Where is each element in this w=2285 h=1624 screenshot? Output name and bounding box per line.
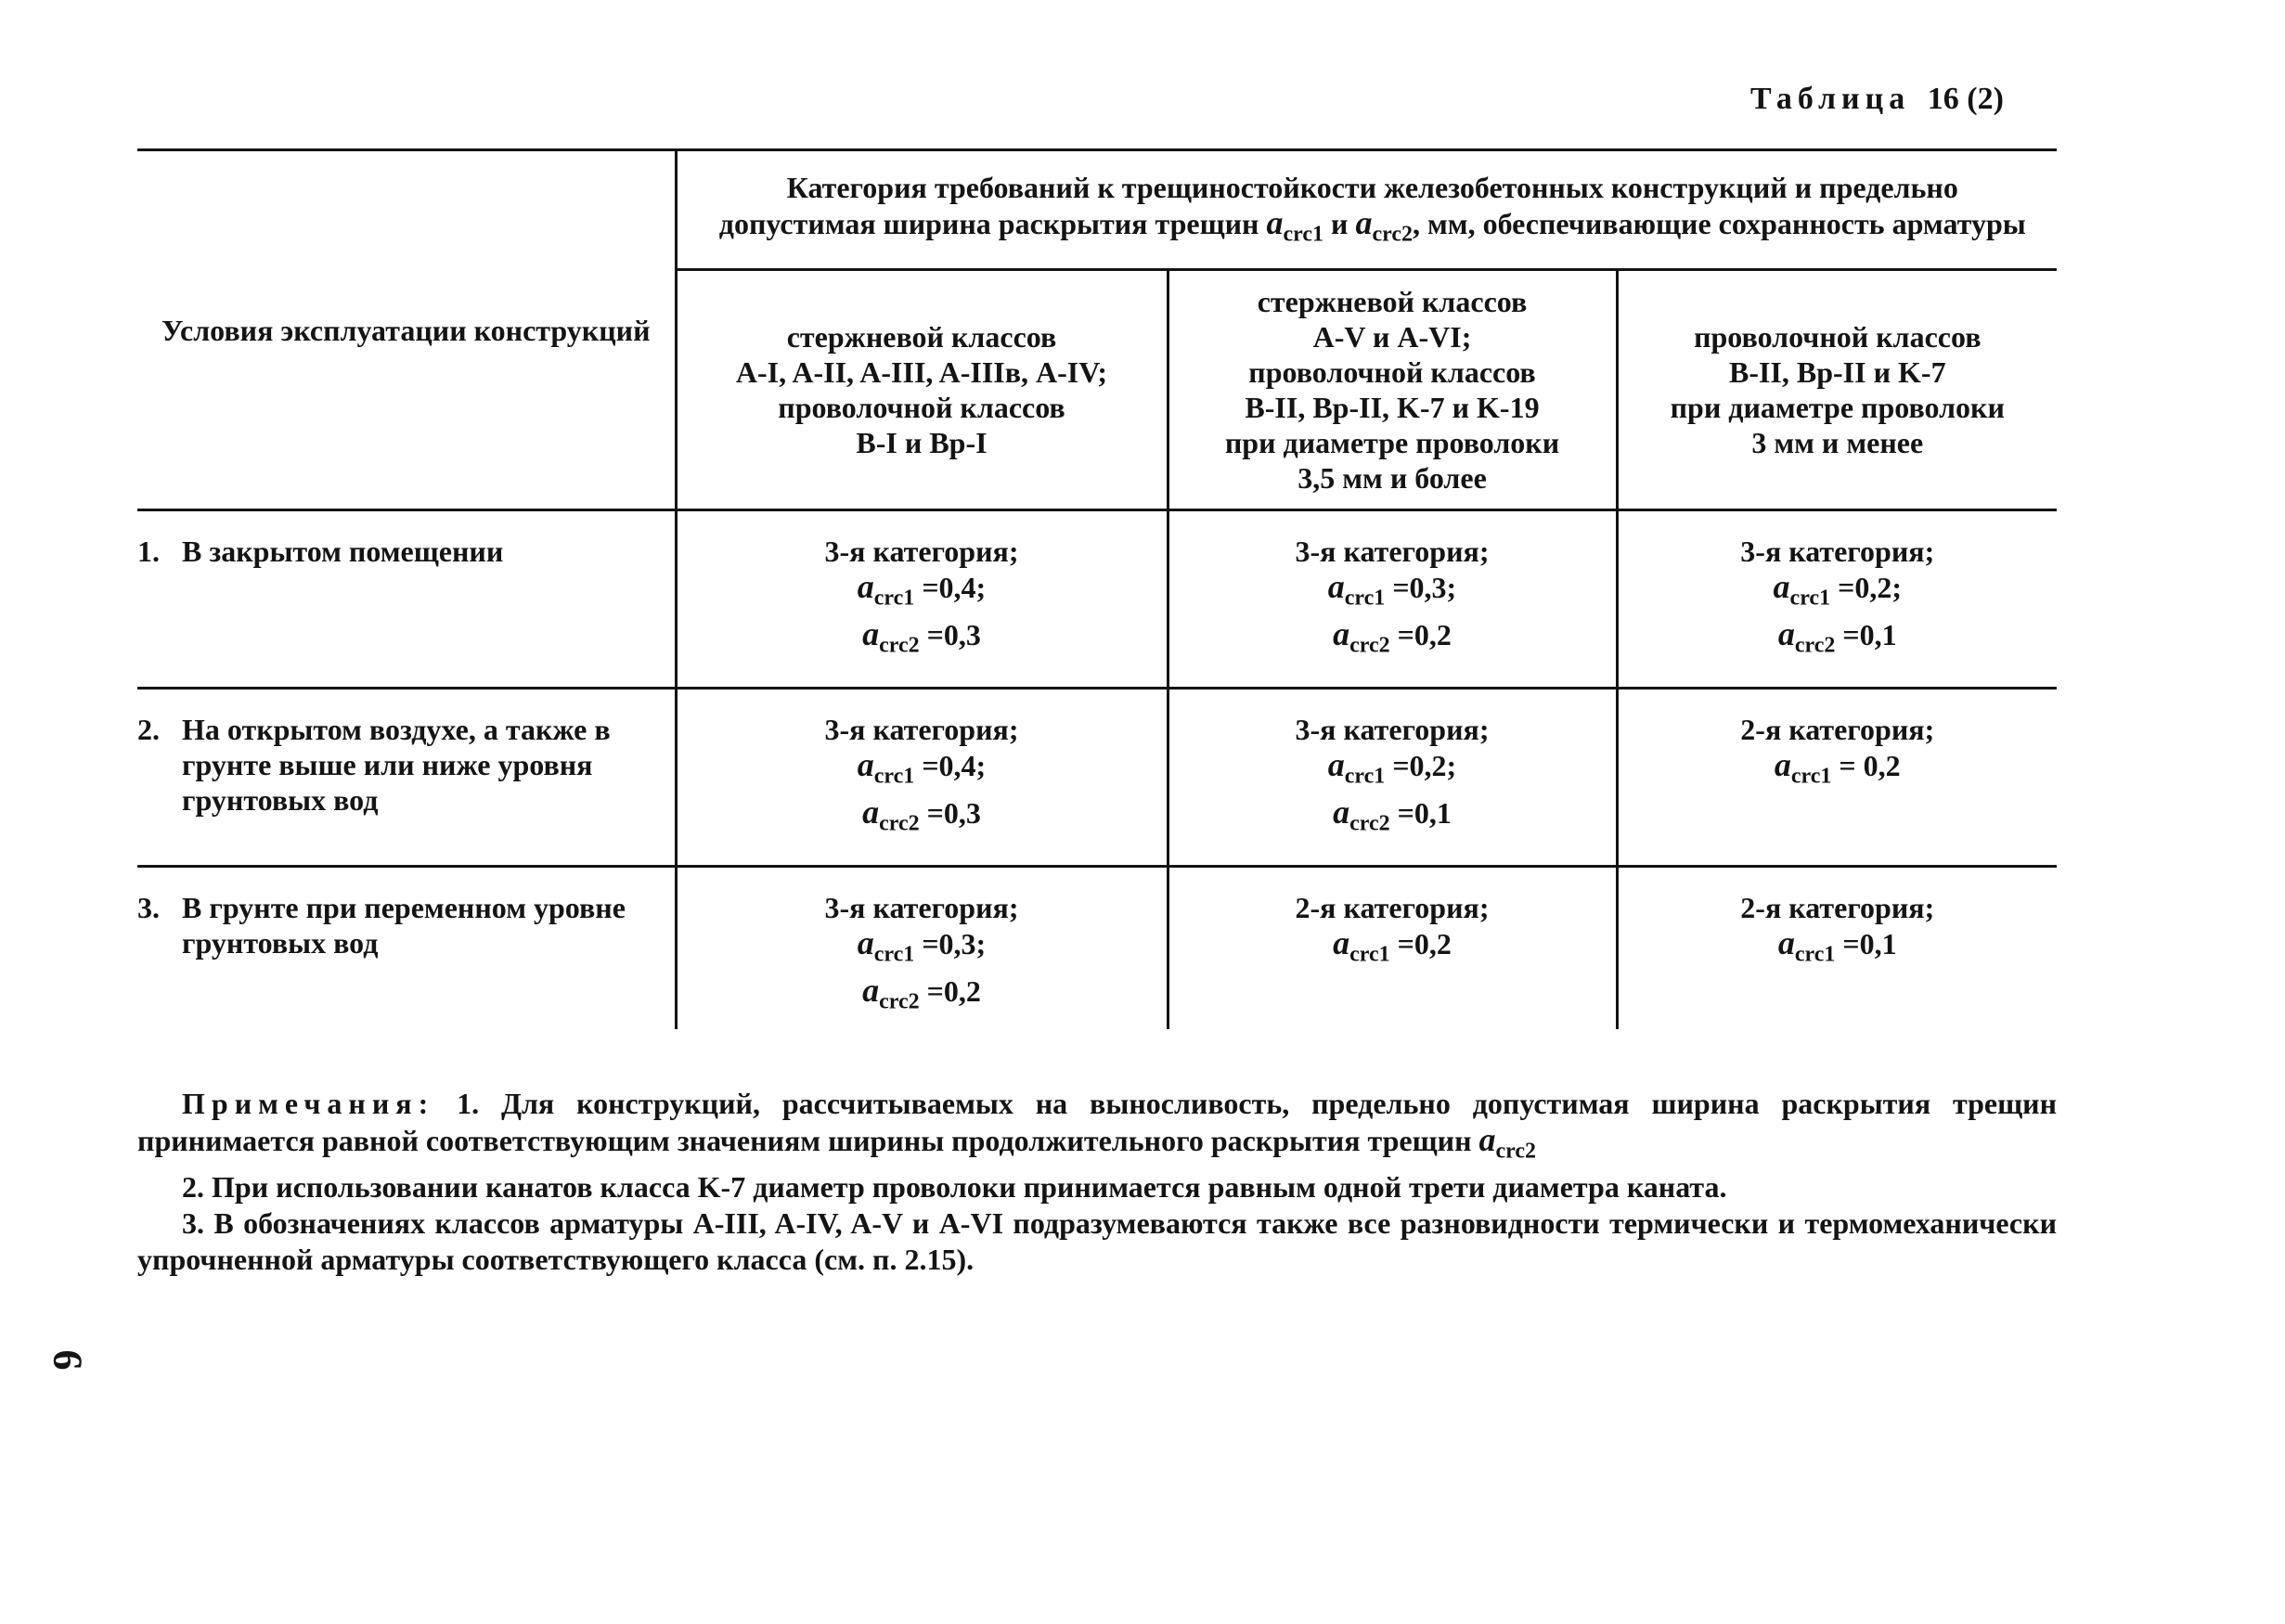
value-line: $a_{crc1} =0,3$; (857, 924, 987, 967)
note-2: 2. При использовании канатов класса K-7 диаметр проволоки принимается равным одной трети диаметра каната. (182, 1170, 1727, 1205)
category-text: 3-я категория; (1295, 535, 1490, 569)
conditions-header: Условия эксплуатации конструкций (137, 150, 676, 510)
category-cell (1617, 867, 2057, 1029)
condition-cell: 3. В грунте при переменном уровне грунтовых вод (137, 867, 676, 1029)
condition-cell: 1. В закрытом помещении (137, 510, 676, 689)
table-row (137, 689, 2057, 867)
caption-number: 16 (2) (1927, 82, 2004, 116)
category-cell (1168, 510, 1617, 689)
category-cell (676, 689, 1168, 867)
subheader-line: при диаметре проволоки (1224, 426, 1560, 460)
subheader-line: 3,5 мм и более (1297, 461, 1487, 496)
value-line: $a_{crc1} =0,2$; (1773, 568, 1902, 611)
category-text: 3-я категория; (1295, 713, 1490, 747)
value-line: $a_{crc1} =0,2$ (1333, 924, 1452, 967)
subheader-col-1 (676, 270, 1168, 510)
subheader-line: 3 мм и менее (1751, 426, 1924, 460)
category-cell (676, 510, 1168, 689)
subheader-line: проволочной классов (1694, 320, 1982, 354)
subheader-line: проволочной классов (1248, 355, 1536, 390)
category-header: Категория требований к трещиностойкости железобетонных конструкций и предельно допустимая ширина раскрытия трещин $a_{crc1}$ и $a_{crc2}$, мм, обеспечивающие сохранность арматуры (676, 150, 2057, 270)
table-caption (1750, 82, 2004, 117)
category-cell (1168, 689, 1617, 867)
note-1: Примечания: 1. Для конструкций, рассчитываемых на выносливость, предельно допустимая ширина раскрытия трещин принимается равной соответствующим значениям ширины продолжительного раскрытия трещин $a_{crc2}$ (137, 1087, 2058, 1164)
value-line: $a_{crc2} =0,3$ (862, 614, 981, 658)
category-cell (1168, 867, 1617, 1029)
value-line: $a_{crc2} =0,3$ (862, 793, 981, 836)
category-text: 2-я категория; (1295, 891, 1490, 925)
category-text: 3-я категория; (824, 535, 1019, 569)
subheader-line: B-I и Bp-I (856, 426, 988, 460)
value-line: $a_{crc2} =0,2$ (1333, 614, 1452, 658)
cracking-requirements-table (137, 148, 2057, 1029)
notes (137, 1086, 2057, 1278)
value-line: $a_{crc1} =0,3$; (1327, 568, 1457, 611)
category-text: 3-я категория; (1740, 535, 1935, 569)
value-line: $a_{crc1} =0,4$; (857, 746, 987, 789)
category-text: 3-я категория; (824, 713, 1019, 747)
caption-word: Таблица (1750, 82, 1911, 116)
subheader-line: при диаметре проволоки (1670, 391, 2005, 425)
note-3: 3. В обозначениях классов арматуры A-III, A-IV, A-V и A-VI подразумеваются также все разновидности термически и термомеханически упрочненной арматуры соответствующего класса (см. п. 2.15). (137, 1206, 2057, 1277)
table-row (137, 867, 2057, 1029)
subheader-line: стержневой классов (786, 320, 1057, 354)
subheader-col-2 (1168, 270, 1617, 510)
table-row (137, 510, 2057, 689)
category-text: 2-я категория; (1740, 891, 1935, 925)
subheader-line: проволочной классов (778, 391, 1065, 425)
subheader-line: A-I, A-II, A-III, A-IIIв, A-IV; (735, 355, 1108, 390)
subheader-line: A-V и A-VI; (1312, 320, 1472, 354)
condition-cell: 2. На открытом воздухе, а также в грунте выше или ниже уровня грунтовых вод (137, 689, 676, 867)
page-number: 6 (45, 1349, 91, 1371)
notes-label: Примечания: (182, 1087, 435, 1120)
subheader-line: B-II, Bp-II, K-7 и K-19 (1245, 391, 1540, 425)
value-line: $a_{crc2} =0,1$ (1777, 614, 1897, 658)
category-cell (676, 867, 1168, 1029)
category-text: 2-я категория; (1740, 713, 1935, 747)
category-text: 3-я категория; (824, 891, 1019, 925)
subheader-line: стержневой классов (1257, 285, 1528, 319)
value-line: $a_{crc2} =0,1$ (1333, 793, 1452, 836)
value-line: $a_{crc1} =0,4$; (857, 568, 987, 611)
value-line: $a_{crc1} = 0,2$ (1774, 746, 1901, 789)
value-line: $a_{crc2} =0,2$ (862, 971, 981, 1014)
category-cell (1617, 689, 2057, 867)
subheader-line: B-II, Bp-II и K-7 (1728, 355, 1946, 390)
subheader-col-3 (1617, 270, 2057, 510)
value-line: $a_{crc1} =0,1$ (1777, 924, 1897, 967)
value-line: $a_{crc1} =0,2$; (1327, 746, 1457, 789)
category-cell (1617, 510, 2057, 689)
